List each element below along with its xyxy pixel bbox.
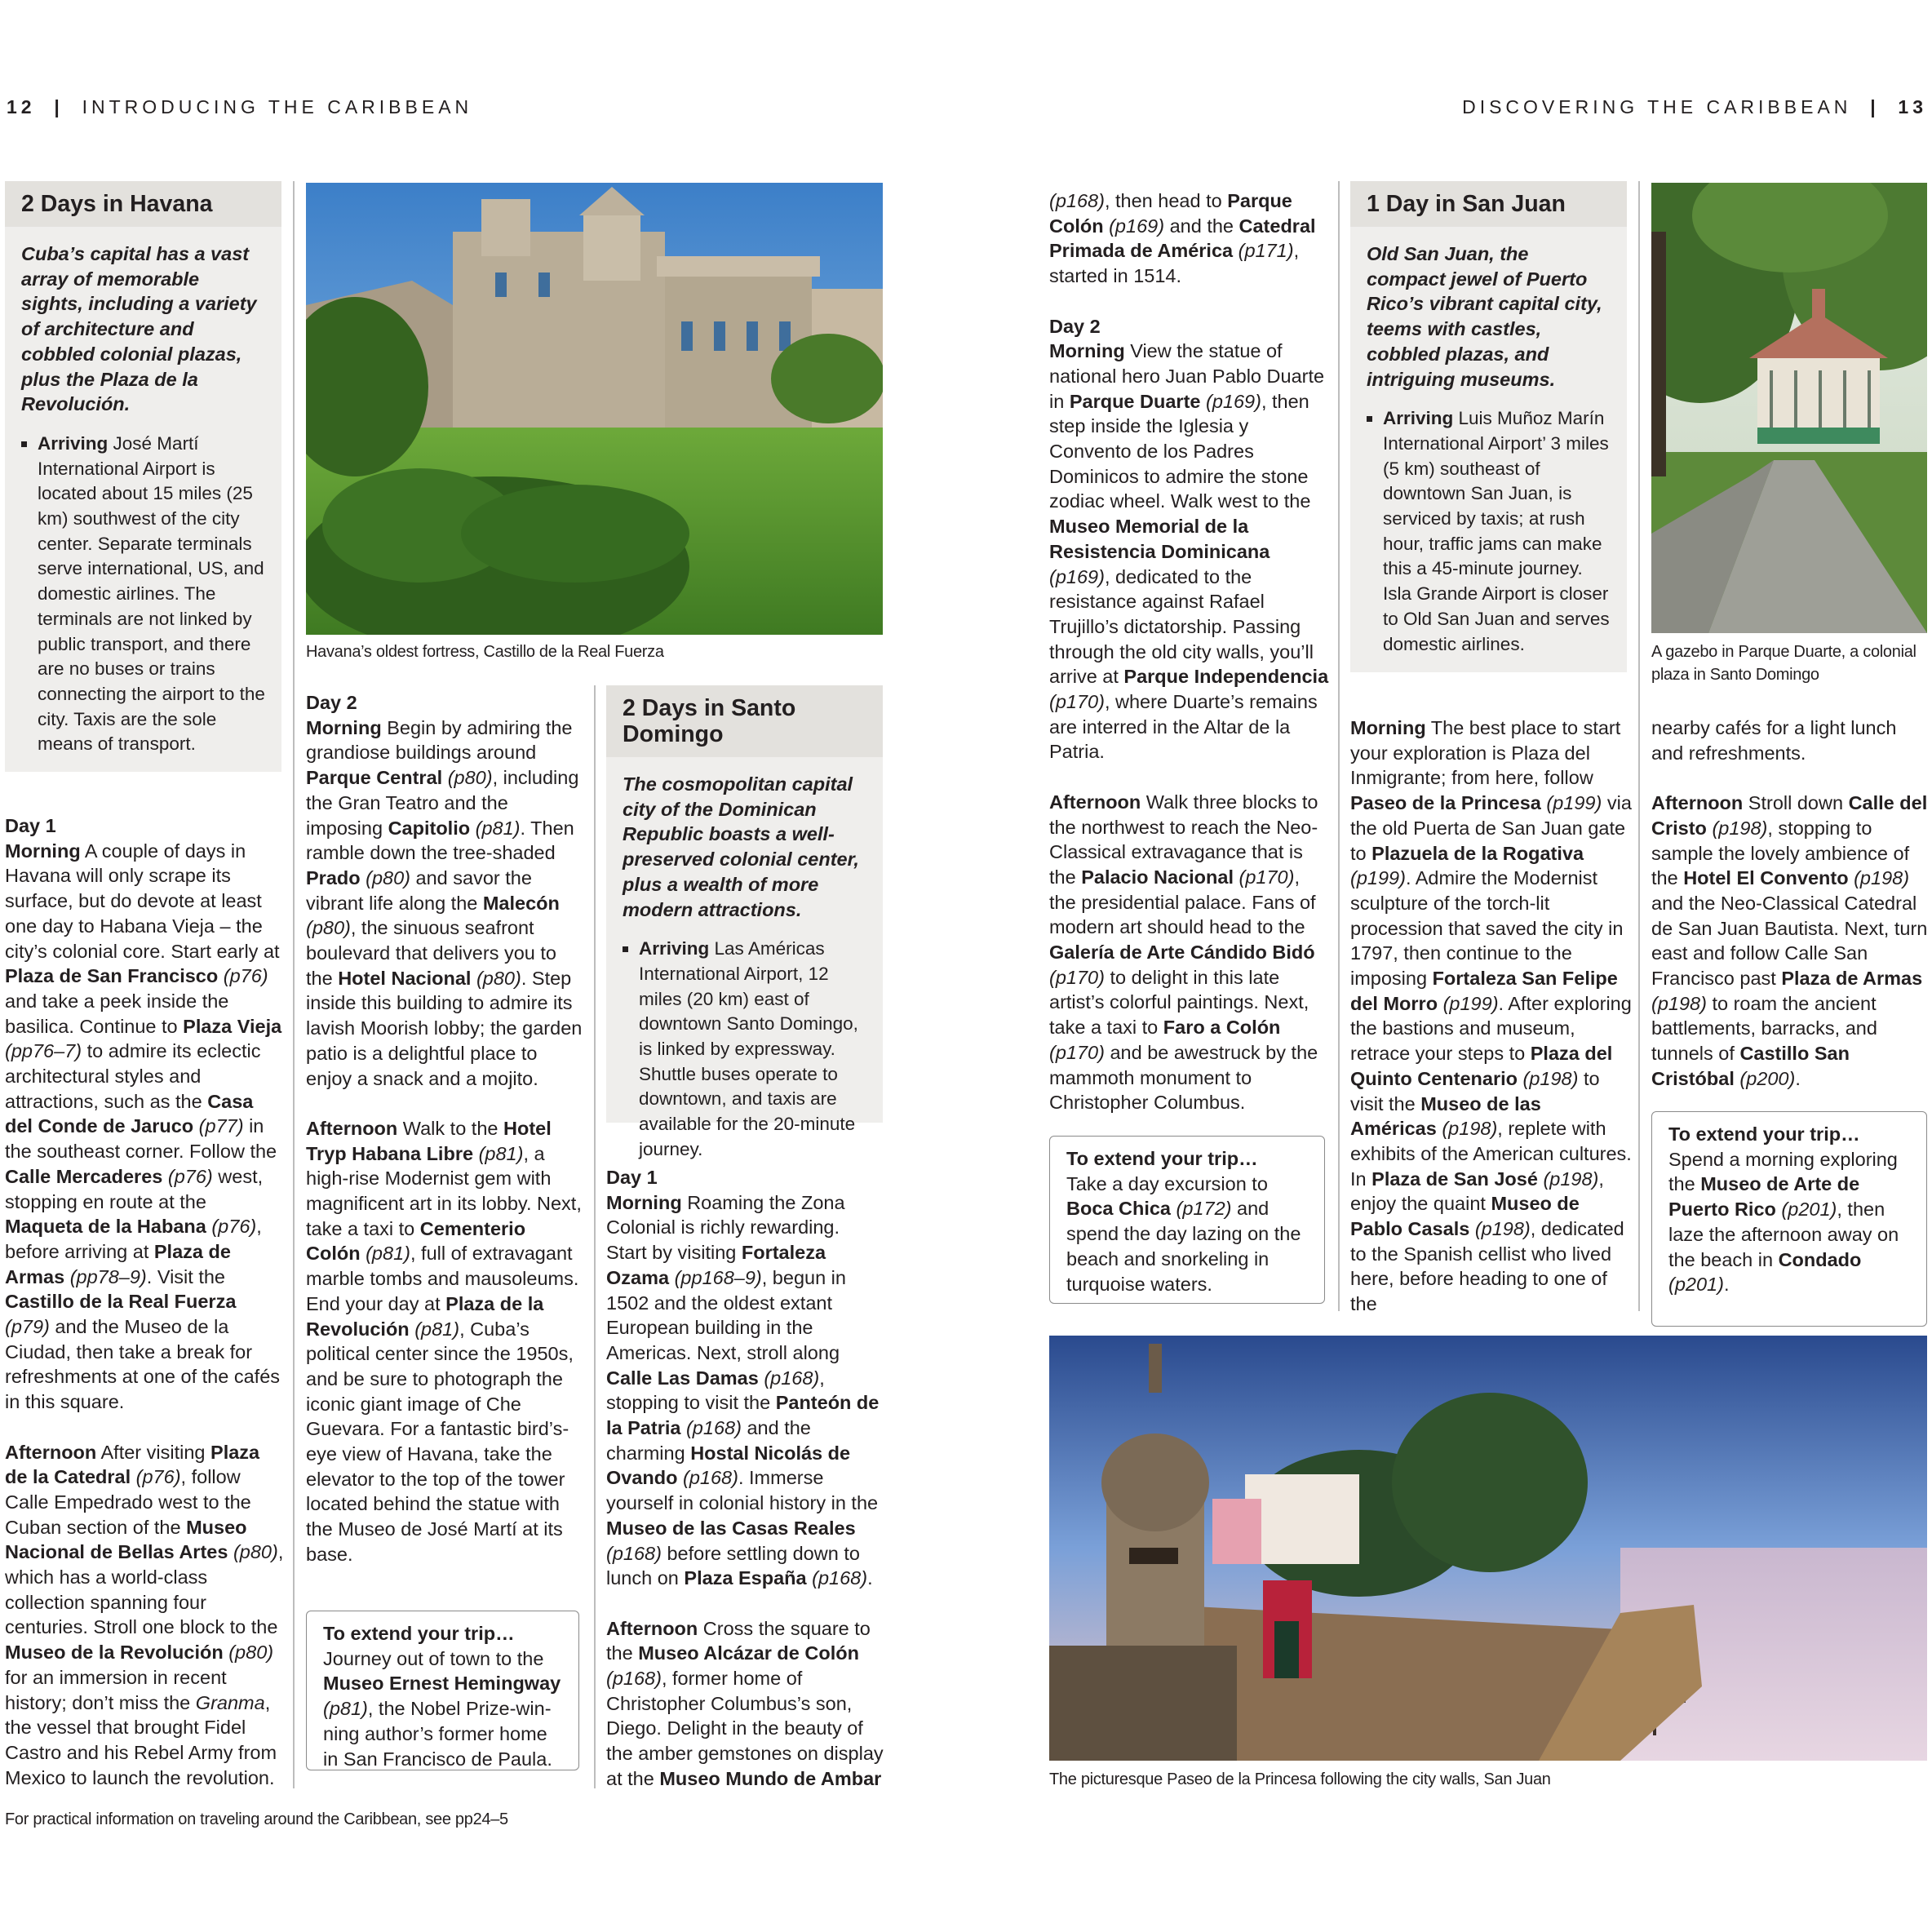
day1-heading: Day 1 bbox=[5, 815, 56, 836]
havana-extend-text: Journey out of town to the Museo Ernest Hemingway (p81), the Nobel Prize-win-ning author’s former home in San Francisco de Paula. bbox=[323, 1647, 561, 1770]
havana-extend-trip-box bbox=[306, 1611, 579, 1770]
sj-afternoon-text: Afternoon Stroll down Calle del Cristo (p198), stopping to sample the lovely ambience of the Hotel El Convento (p198) and the Neo-Classical Catedral de San Juan Bautista. Next, turn east and follow Calle San Francisco past Plaza de Armas (p198) to roam the ancient battlements, barracks, and tunnels of Castillo San Cristóbal (p200). bbox=[1651, 792, 1928, 1089]
havana-box-title: 2 Days in Havana bbox=[5, 181, 281, 227]
right-page-number: 13 bbox=[1898, 96, 1927, 117]
column-rule bbox=[594, 685, 596, 1788]
havana-photo-caption: Havana’s oldest fortress, Castillo de la Real Fuerza bbox=[306, 643, 664, 661]
sj-extend-text: Spend a morning exploring the Museo de Arte de Puerto Rico (p201), then laze the afternoon away on the beach in Condado (p201). bbox=[1668, 1148, 1899, 1296]
havana-fortress-photo bbox=[306, 183, 883, 635]
san-juan-arriving-bullet bbox=[1350, 397, 1627, 671]
santo-domingo-day1-column bbox=[606, 1165, 884, 1792]
right-running-head: DISCOVERING THE CARIBBEAN | 13 bbox=[1462, 96, 1927, 117]
extend-trip-title: To extend your trip… bbox=[323, 1623, 515, 1644]
sd-continued-text: (p168), then head to Parque Colón (p169) and the Catedral Primada de América (p171), started in 1514. bbox=[1049, 190, 1316, 287]
day2-heading: Day 2 bbox=[306, 692, 357, 713]
san-juan-arriving-text: Luis Muñoz Marín International Airport’ 3 miles (5 km) southeast of downtown San Juan, is serviced by taxis; at rush hour, traffic jams can make this a 45-minute journey. Isla Grande Airport is closer to Old San Juan and serves domestic airlines. bbox=[1383, 408, 1610, 654]
havana-arriving-bullet bbox=[5, 422, 281, 772]
havana-day1-column bbox=[5, 813, 285, 1790]
day2-morning-text: Morning Begin by admiring the grandiose buildings around Parque Central (p80), including the Gran Teatro and the imposing Capitolio (p81). Then ramble down the tree-shaded Prado (p80) and savor the vibrant life along the Malecón (p80), the sinuous seafront boulevard that delivers you to the Hotel Nacional (p80). Step inside this building to admire its lavish Moorish lobby; the garden patio is a delightful place to enjoy a snack and a mojito. bbox=[306, 716, 583, 1089]
sd-day2-morning-text: Morning View the statue of national hero Juan Pablo Duarte in Parque Duarte (p169), then step inside the Iglesia y Convento de los Padres Dominicos to admire the stone zodiac wheel. Walk west to the Museo Memorial de la Resistencia Dominicana (p169), dedicated to the resistance against Rafael Trujillo’s dictatorship. Passing through the old city walls, you’ll arrive at Parque Independencia (p170), where Duarte’s remains are interred in the Altar de la Patria. bbox=[1049, 340, 1329, 763]
gazebo-photo-caption: A gazebo in Parque Duarte, a colonial plaza in Santo Domingo bbox=[1651, 643, 1916, 684]
gazebo-photo bbox=[1651, 183, 1927, 633]
day1-afternoon-text: Afternoon After visiting Plaza de la Catedral (p76), follow Calle Empedrado west to the Cuban section of the Museo Nacional de Bellas Artes (p80), which has a world-class collection spanning four centuries. Stroll one block to the Museo de la Revolución (p80) for an immersion in recent history; don’t miss the Granma, the vessel that brought Fidel Castro and his Rebel Army from Mexico to launch the revolution. bbox=[5, 1441, 284, 1788]
san-juan-box-title: 1 Day in San Juan bbox=[1350, 181, 1627, 227]
santo-domingo-arriving-bullet bbox=[606, 927, 883, 1176]
sd-day1-afternoon-text: Afternoon Cross the square to the Museo Alcázar de Colón (p168), former home of Christopher Columbus’s son, Diego. Delight in the beauty of the amber gemstones on display at the Museo Mundo de Ambar bbox=[606, 1617, 884, 1789]
santo-domingo-info-box bbox=[606, 685, 883, 1159]
havana-day2-column bbox=[306, 690, 583, 1567]
havana-arriving-text: José Martí International Airport is located about 15 miles (25 km) southwest of the city center. Separate terminals serve international, US, and domestic airlines. The terminals are not linked by public transport, and there are no buses or trains connecting the airport to the city. Taxis are the sole means of transport. bbox=[38, 432, 265, 755]
sd-day2-afternoon-text: Afternoon Walk three blocks to the northwest to reach the Neo-Classical extravagance that is the Palacio Nacional (p170), the presidential palace. Fans of modern art should head to the Galería de Arte Cándido Bidó (p170) to delight in this late artist’s colorful paintings. Next, take a taxi to Faro a Colón (p170) and be awestruck by the mammoth monument to Christopher Columbus. bbox=[1049, 791, 1318, 1114]
column-rule bbox=[1338, 181, 1340, 1311]
havana-info-box bbox=[5, 181, 281, 772]
san-juan-extend-trip-box bbox=[1651, 1111, 1927, 1327]
sj-morning-text: Morning The best place to start your exploration is Plaza del Inmigrante; from here, follow Paseo de la Princesa (p199) via the old Puerta de San Juan gate to Plazuela de la Rogativa (p199). Admire the Modernist sculpture of the torch-lit procession that saved the city in 1797, then continue to the imposing Fortaleza San Felipe del Morro (p199). After exploring the bastions and museum, retrace your steps to Plaza del Quinto Centenario (p198) to visit the Museo de las Américas (p198), replete with exhibits of the American cultures. In Plaza de San José (p198), enjoy the quaint Museo de Pablo Casals (p198), dedicated to the Spanish cellist who lived here, before heading to one of the bbox=[1350, 717, 1632, 1315]
left-page-number: 12 bbox=[7, 96, 36, 117]
sd-day2-heading: Day 2 bbox=[1049, 315, 1101, 337]
santo-domingo-box-intro: The cosmopolitan capital city of the Dominican Republic boasts a well-preserved colonial center, plus a wealth of more modern attractions. bbox=[623, 773, 859, 920]
day1-morning-text: Morning A couple of days in Havana will only scrape its surface, but do devote at least one day to Habana Vieja – the city’s colonial core. Start early at Plaza de San Francisco (p76) and take a peek inside the basilica. Continue to Plaza Vieja (pp76–7) to admire its eclectic architectural styles and attractions, such as the Casa del Conde de Jaruco (p77) in the southeast corner. Follow the Calle Mercaderes (p76) west, stopping en route at the Maqueta de la Habana (p76), before arriving at Plaza de Armas (pp78–9). Visit the Castillo de la Real Fuerza (p79) and the Museo de la Ciudad, then take a break for refreshments at one of the cafés in this square. bbox=[5, 840, 282, 1413]
san-juan-box-intro: Old San Juan, the compact jewel of Puerto Rico’s vibrant capital city, teems with castles, cobbled plazas, and intriguing museums. bbox=[1367, 243, 1602, 390]
paseo-princesa-photo bbox=[1049, 1336, 1927, 1761]
left-section-title: INTRODUCING THE CARIBBEAN bbox=[82, 96, 473, 117]
santo-domingo-extend-trip-box bbox=[1049, 1136, 1325, 1304]
sj-continued-text: nearby cafés for a light lunch and refreshments. bbox=[1651, 717, 1897, 764]
right-section-title: DISCOVERING THE CARIBBEAN bbox=[1462, 96, 1852, 117]
san-juan-info-box bbox=[1350, 181, 1627, 672]
extend-trip-title: To extend your trip… bbox=[1668, 1123, 1860, 1145]
san-juan-afternoon-column bbox=[1651, 716, 1930, 1092]
arriving-label: Arriving bbox=[1383, 408, 1454, 429]
havana-box-intro: Cuba’s capital has a vast array of memorable sights, including a variety of architecture and cobbled colonial plazas, plus the Plaza de la Revolución. bbox=[21, 243, 257, 415]
extend-trip-title: To extend your trip… bbox=[1066, 1148, 1258, 1169]
column-rule bbox=[293, 181, 295, 1788]
santo-domingo-continued-column bbox=[1049, 188, 1329, 1115]
sd-extend-text: Take a day excursion to Boca Chica (p172) and spend the day lazing on the beach and snorkeling in turquoise waters. bbox=[1066, 1172, 1301, 1295]
santo-domingo-box-title: 2 Days in Santo Domingo bbox=[606, 685, 883, 757]
arriving-label: Arriving bbox=[38, 432, 109, 454]
paseo-photo-caption: The picturesque Paseo de la Princesa following the city walls, San Juan bbox=[1049, 1770, 1551, 1788]
day2-afternoon-text: Afternoon Walk to the Hotel Tryp Habana Libre (p81), a high-rise Modernist gem with magnificent art in its lobby. Next, take a taxi to Cementerio Colón (p81), full of extravagant marble tombs and mausoleums. End your day at Plaza de la Revolución (p81), Cuba’s political center since the 1950s, and be sure to photograph the iconic giant image of Che Guevara. For a fantastic bird’s-eye view of Havana, take the elevator to the top of the tower located behind the statue with the Museo de José Martí at its base. bbox=[306, 1117, 582, 1565]
san-juan-morning-column bbox=[1350, 716, 1632, 1317]
footer-note: For practical information on traveling around the Caribbean, see pp24–5 bbox=[5, 1810, 508, 1828]
sd-day1-heading: Day 1 bbox=[606, 1167, 658, 1188]
left-running-head: 12 | INTRODUCING THE CARIBBEAN bbox=[7, 96, 473, 117]
arriving-label: Arriving bbox=[639, 938, 710, 959]
santo-domingo-arriving-text: Las Américas International Airport, 12 miles (20 km) east of downtown Santo Domingo, is linked by expressway. Shuttle buses operate to downtown, and taxis are available for the 20-minute journey. bbox=[639, 938, 858, 1159]
column-rule bbox=[1638, 181, 1640, 1311]
sd-day1-morning-text: Morning Roaming the Zona Colonial is richly rewarding. Start by visiting Fortaleza Ozama (pp168–9), begun in 1502 and the oldest extant European building in the Americas. Next, stroll along Calle Las Damas (p168), stopping to visit the Panteón de la Patria (p168) and the charming Hostal Nicolás de Ovando (p168). Immerse yourself in colonial history in the Museo de las Casas Reales (p168) before settling down to lunch on Plaza España (p168). bbox=[606, 1191, 880, 1589]
